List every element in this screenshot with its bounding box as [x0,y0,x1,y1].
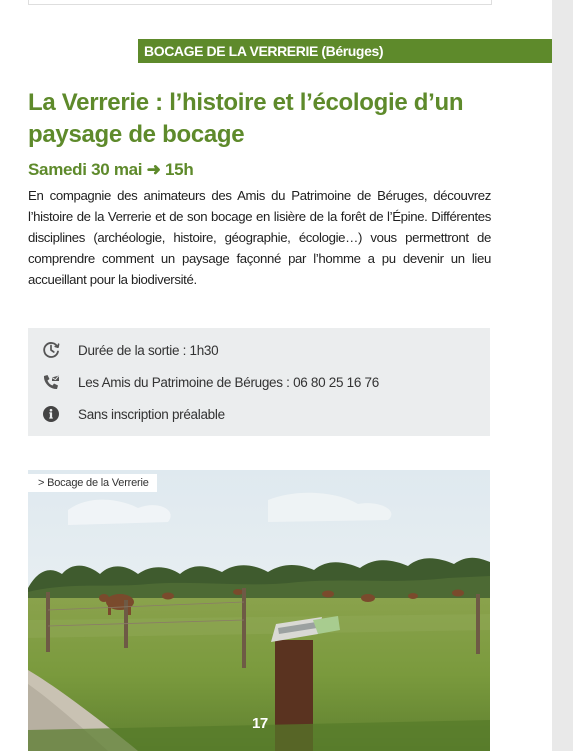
phone-icon [40,371,62,393]
registration-row [40,403,225,425]
event-date: Samedi 30 mai ➜ 15h [28,160,194,179]
event-title: La Verrerie : l’histoire et l’écologie d’un paysage de bocage [28,89,464,148]
duration-text: Durée de la sortie : 1h30 [78,342,219,358]
registration-text: Sans inscription préalable [78,406,225,422]
duration-row [40,339,218,361]
previous-section-card [28,0,492,5]
category-label: BOCAGE DE LA VERRERIE (Béruges) [144,43,384,59]
page-number: 17 [252,715,268,732]
contact-row [40,371,379,393]
adjacent-page-edge [552,0,573,751]
info-icon [40,403,62,425]
contact-text: Les Amis du Patrimoine de Béruges : 06 80 25 16 76 [78,374,379,390]
category-banner [138,39,568,63]
practical-info-box [28,328,490,436]
bocage-photo [28,470,490,751]
event-description: En compagnie des animateurs des Amis du Patrimoine de Béruges, découvrez l’histoire de la Verrerie et de son bocage en lisière de la forêt de l’Épine. Différentes disciplines (archéologie, histoire, géographie, écologie…) vous permettront de comprendre comment un paysage façonné par l’homme a pu devenir un lieu accueillant pour la biodiversité. [28,188,491,287]
clock-icon [40,339,62,361]
photo-caption: > Bocage de la Verrerie [28,474,157,492]
